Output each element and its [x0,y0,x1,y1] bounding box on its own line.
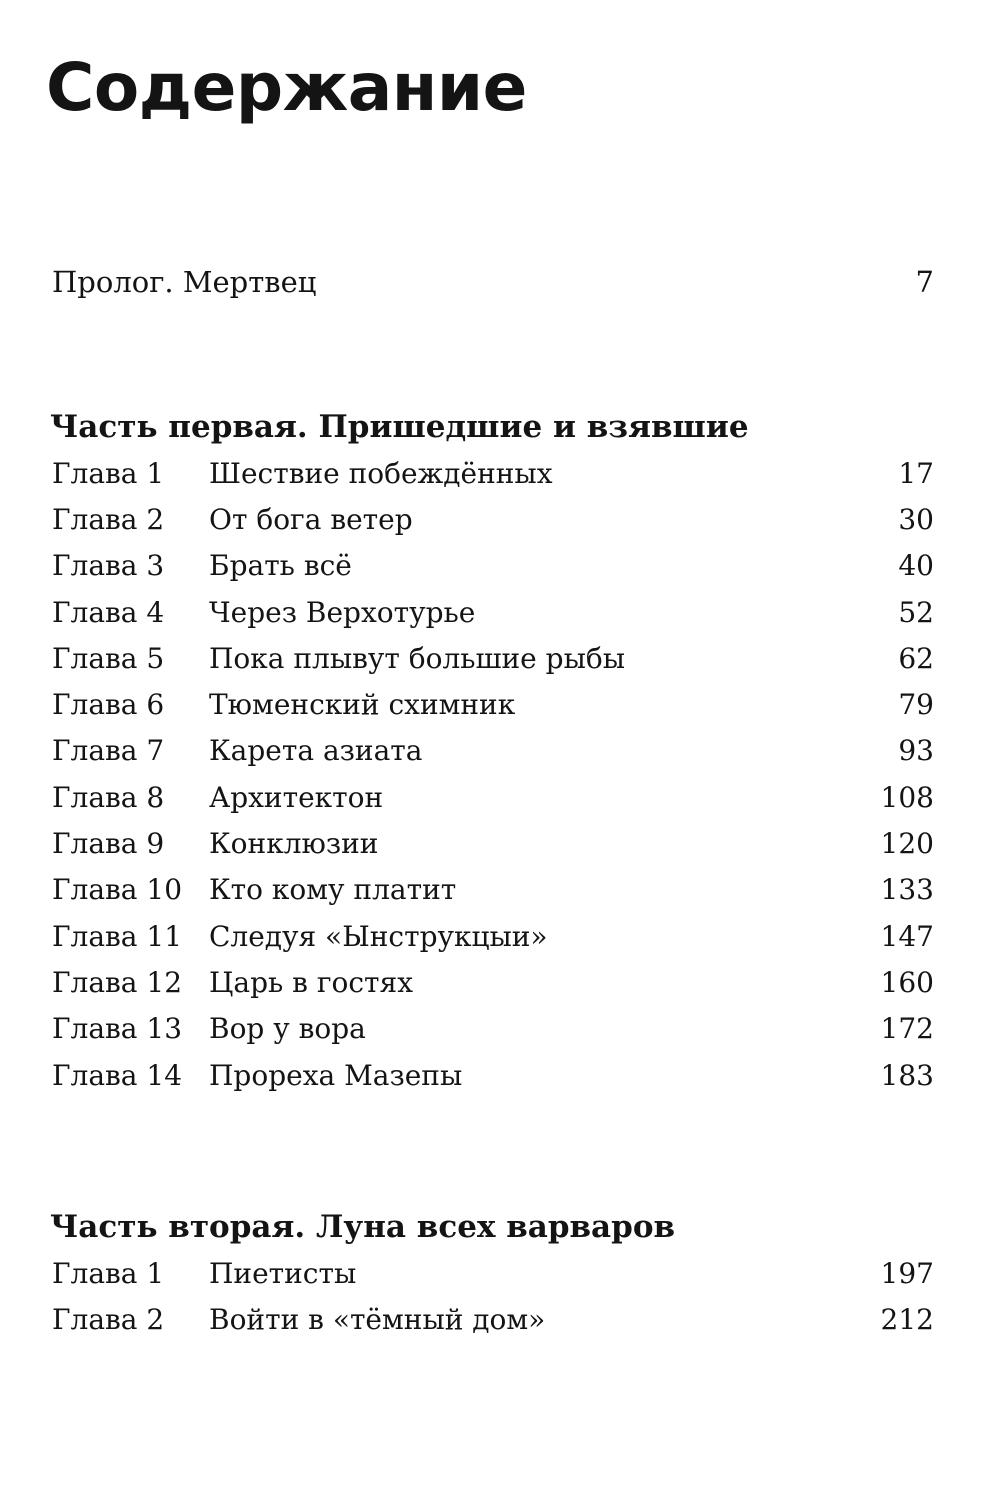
chapter-number: Глава 10 [52,873,183,907]
chapter-number: Глава 3 [52,549,165,583]
chapter-entry[interactable] [50,543,934,589]
chapter-number: Глава 7 [52,734,165,768]
chapter-entry[interactable] [50,681,934,727]
chapter-page-number: 79 [898,688,934,722]
chapter-page-number: 120 [880,827,934,861]
part-two-chapter-list [50,1250,934,1343]
chapter-number: Глава 1 [52,1256,165,1290]
chapter-entry[interactable] [50,867,934,913]
chapter-title: Брать всё [209,549,352,583]
chapter-number: Глава 2 [52,1302,165,1336]
chapter-title: Царь в гостях [209,965,413,999]
chapter-page-number: 52 [898,595,934,629]
chapter-entry[interactable] [50,820,934,866]
chapter-entry[interactable] [50,1006,934,1052]
chapter-page-number: 40 [898,549,934,583]
chapter-page-number: 30 [898,502,934,536]
page-title: Содержание [46,49,527,126]
chapter-number: Глава 14 [52,1058,183,1092]
part-one-title: Часть первая. Пришедшие и взявшие [50,409,749,445]
chapter-page-number: 183 [880,1058,934,1092]
chapter-title: Вор у вора [209,1012,366,1046]
part-one-section [50,404,934,1098]
chapter-number: Глава 6 [52,688,165,722]
part-two-title: Часть вторая. Луна всех варваров [50,1209,676,1245]
chapter-page-number: 93 [898,734,934,768]
chapter-entry[interactable] [50,774,934,820]
chapter-number: Глава 13 [52,1012,183,1046]
chapter-number: Глава 11 [52,919,183,953]
prologue-page-number: 7 [915,265,934,299]
chapter-entry[interactable] [50,1296,934,1342]
chapter-entry[interactable] [50,728,934,774]
chapter-entry[interactable] [50,450,934,496]
chapter-title: Тюменский схимник [209,688,516,722]
chapter-title: Конклюзии [209,827,379,861]
chapter-number: Глава 1 [52,456,165,490]
chapter-title: Через Верхотурье [209,595,476,629]
chapter-title: Прореха Мазепы [209,1058,463,1092]
chapter-page-number: 133 [880,873,934,907]
chapter-number: Глава 5 [52,641,165,675]
part-one-chapter-list [50,450,934,1098]
chapter-title: Кто кому платит [209,873,457,907]
part-two-section [50,1204,934,1343]
chapter-page-number: 160 [880,965,934,999]
chapter-page-number: 212 [880,1302,934,1336]
prologue-title: Пролог. Мертвец [52,265,317,299]
chapter-title: Войти в «тёмный дом» [209,1302,546,1336]
chapter-number: Глава 2 [52,502,165,536]
chapter-title: Карета азиата [209,734,423,768]
chapter-entry[interactable] [50,635,934,681]
chapter-page-number: 62 [898,641,934,675]
chapter-entry[interactable] [50,496,934,542]
prologue-entry[interactable] [52,260,934,304]
chapter-title: Шествие побеждённых [209,456,553,490]
chapter-title: Следуя «Ынструкцыи» [209,919,548,953]
chapter-number: Глава 9 [52,827,165,861]
chapter-title: Пиетисты [209,1256,357,1290]
chapter-title: Архитектон [209,780,384,814]
chapter-entry[interactable] [50,1052,934,1098]
chapter-page-number: 197 [880,1256,934,1290]
chapter-page-number: 172 [880,1012,934,1046]
chapter-title: Пока плывут большие рыбы [209,641,625,675]
chapter-page-number: 17 [898,456,934,490]
chapter-entry[interactable] [50,959,934,1005]
chapter-number: Глава 8 [52,780,165,814]
chapter-page-number: 147 [880,919,934,953]
chapter-number: Глава 4 [52,595,165,629]
chapter-number: Глава 12 [52,965,183,999]
chapter-entry[interactable] [50,589,934,635]
chapter-entry[interactable] [50,913,934,959]
chapter-page-number: 108 [880,780,934,814]
chapter-entry[interactable] [50,1250,934,1296]
chapter-title: От бога ветер [209,502,413,536]
